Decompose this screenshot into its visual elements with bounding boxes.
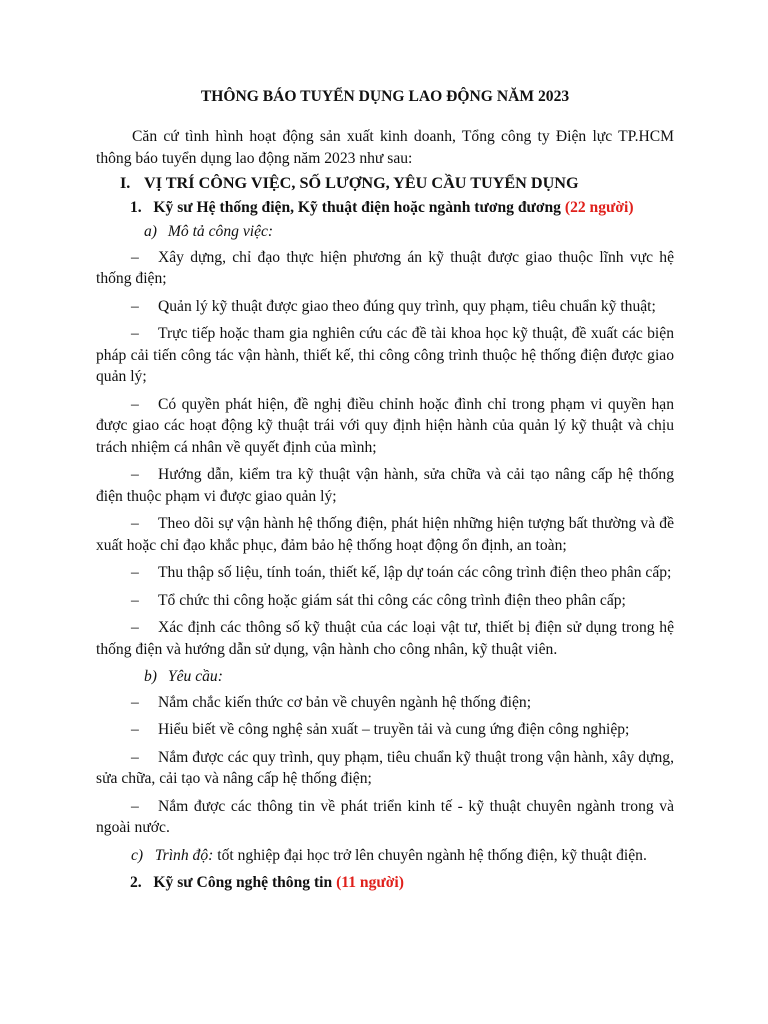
description-item [96, 590, 674, 612]
position-2-heading [96, 872, 674, 894]
description-item-text: Trực tiếp hoặc tham gia nghiên cứu các đề tài khoa học kỹ thuật, đề xuất các biện pháp cải tiến công tác vận hành, thiết kế, thi công công trình thuộc hệ thống điện được giao quản lý; [96, 325, 674, 385]
section-number: I. [120, 174, 131, 192]
bullet-dash: – [131, 395, 139, 413]
level-label: Trình độ: [154, 846, 214, 864]
bullet-dash: – [131, 619, 139, 636]
position-1-heading [96, 197, 674, 219]
description-item [96, 617, 674, 660]
level-letter: c) [131, 846, 144, 864]
description-item [96, 464, 674, 507]
position-2-number: 2. [130, 874, 142, 891]
requirement-letter: b) [144, 668, 157, 685]
requirement-item-text: Nắm được các thông tin về phát triển kinh tế - kỹ thuật chuyên ngành trong và ngoài nước. [96, 797, 674, 836]
requirement-item [96, 692, 674, 714]
bullet-dash: – [131, 748, 139, 766]
requirement-list [96, 692, 674, 839]
bullet-dash: – [131, 248, 139, 266]
bullet-dash: – [131, 325, 139, 342]
requirement-item-text: Nắm chắc kiến thức cơ bản về chuyên ngành hệ thống điện; [158, 693, 532, 711]
requirement-item-text: Nắm được các quy trình, quy phạm, tiêu chuẩn kỹ thuật trong vận hành, xây dựng, sửa chữa, cải tạo và nâng cấp hệ thống điện; [96, 748, 674, 787]
requirement-label [96, 666, 674, 688]
section-heading [96, 173, 674, 195]
bullet-dash: – [131, 721, 139, 738]
requirement-item [96, 796, 674, 839]
document-content [96, 86, 674, 897]
description-item-text: Tổ chức thi công hoặc giám sát thi công các công trình điện theo phân cấp; [158, 591, 626, 609]
section-title: VỊ TRÍ CÔNG VIỆC, SỐ LƯỢNG, YÊU CẦU TUYỂN DỤNG [144, 174, 579, 192]
description-item [96, 513, 674, 556]
description-item [96, 323, 674, 388]
description-item-text: Có quyền phát hiện, đề nghị điều chỉnh hoặc đình chỉ trong phạm vi quyền hạn được giao các hoạt động kỹ thuật trái với quy định hiện hành của quản lý kỹ thuật và chịu trách nhiệm cá nhân về quyết định của mình; [96, 395, 674, 456]
bullet-dash: – [131, 797, 139, 815]
description-item-text: Xây dựng, chỉ đạo thực hiện phương án kỹ thuật được giao thuộc lĩnh vực hệ thống điện; [96, 248, 674, 287]
bullet-dash: – [131, 693, 139, 711]
bullet-dash: – [131, 297, 139, 315]
position-1-number: 1. [130, 198, 142, 216]
bullet-dash: – [131, 466, 139, 483]
description-label-text: Mô tả công việc: [167, 223, 274, 240]
description-item [96, 394, 674, 459]
requirement-item [96, 747, 674, 790]
description-item-text: Xác định các thông số kỹ thuật của các loại vật tư, thiết bị điện sử dụng trong hệ thống điện và hướng dẫn sử dụng, vận hành cho công nhân, kỹ thuật viên. [96, 619, 674, 658]
document-title: THÔNG BÁO TUYỂN DỤNG LAO ĐỘNG NĂM 2023 [200, 88, 570, 105]
intro-paragraph: Căn cứ tình hình hoạt động sản xuất kinh doanh, Tổng công ty Điện lực TP.HCM thông báo tuyển dụng lao động năm 2023 như sau: [96, 128, 674, 167]
description-item [96, 247, 674, 290]
requirement-item-text: Hiểu biết về công nghệ sản xuất – truyền tải và cung ứng điện công nghiệp; [158, 721, 630, 738]
bullet-dash: – [131, 564, 139, 581]
description-item [96, 562, 674, 584]
description-item-text: Hướng dẫn, kiểm tra kỹ thuật vận hành, sửa chữa và cải tạo nâng cấp hệ thống điện thuộc phạm vi được giao quản lý; [96, 466, 674, 505]
description-letter: a) [144, 223, 157, 240]
position-2-title: Kỹ sư Công nghệ thông tin [153, 874, 333, 891]
bullet-dash: – [131, 515, 139, 532]
bullet-dash: – [131, 591, 139, 609]
level-text: tốt nghiệp đại học trở lên chuyên ngành hệ thống điện, kỹ thuật điện. [217, 846, 647, 864]
description-label [96, 221, 674, 243]
description-item [96, 296, 674, 318]
position-1-count: (22 người) [564, 198, 634, 216]
position-2-count: (11 người) [336, 874, 404, 891]
description-item-text: Theo dõi sự vận hành hệ thống điện, phát hiện những hiện tượng bất thường và đề xuất hoặc chỉ đạo khắc phục, đảm bảo hệ thống hoạt động ổn định, an toàn; [96, 515, 674, 554]
requirement-item [96, 719, 674, 741]
position-1-title: Kỹ sư Hệ thống điện, Kỹ thuật điện hoặc ngành tương đương [153, 198, 561, 216]
requirement-label-text: Yêu cầu: [167, 668, 223, 685]
description-item-text: Quản lý kỹ thuật được giao theo đúng quy trình, quy phạm, tiêu chuẩn kỹ thuật; [158, 297, 656, 315]
level-paragraph [96, 845, 674, 867]
description-list [96, 247, 674, 661]
description-item-text: Thu thập số liệu, tính toán, thiết kế, lập dự toán các công trình điện theo phân cấp; [158, 564, 672, 581]
